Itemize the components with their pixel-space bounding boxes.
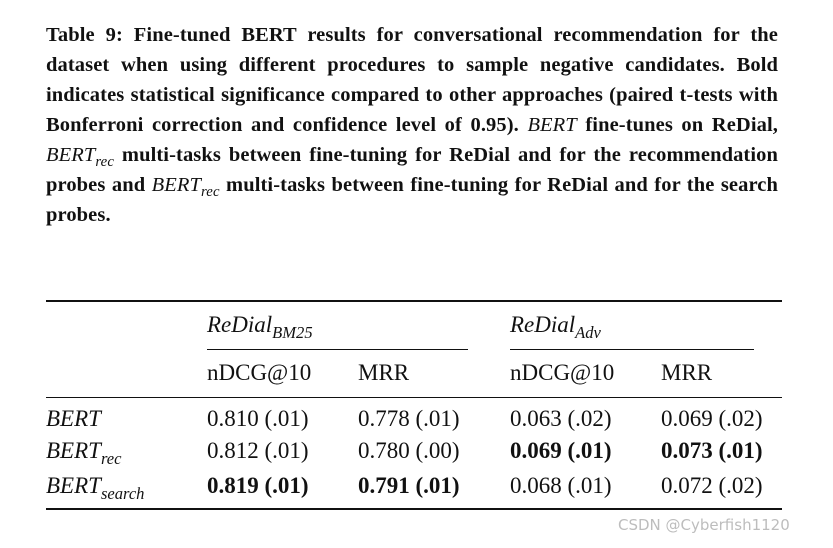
table-cell-bold: 0.073 (.01) <box>661 438 763 463</box>
table-cell: 0.780 (.00) <box>358 438 460 463</box>
table-cell: 0.063 (.02) <box>510 406 612 431</box>
table-cell-bold: 0.819 (.01) <box>207 473 309 498</box>
caption-bert-rec-2: $BERT_{rec}$ <box>151 174 220 201</box>
col-header-ndcg-bm25: nDCG@10 <box>207 360 312 385</box>
table-top-rule <box>46 300 782 302</box>
group-header-redial-adv: ReDial$_{Adv}$ <box>510 312 601 342</box>
row-label-bert-rec: $BERT_{rec}$ <box>46 438 122 468</box>
caption-text-2: fine-tunes on ReDial, <box>585 114 778 136</box>
group-header-redial-bm25: ReDial$_{BM25}$ <box>207 312 313 342</box>
table-mid-rule <box>46 397 782 398</box>
table-bottom-rule <box>46 508 782 510</box>
table-cell: 0.069 (.02) <box>661 406 763 431</box>
col-header-mrr-adv: MRR <box>661 360 713 385</box>
col-header-mrr-bm25: MRR <box>358 360 410 385</box>
table-cell-bold: 0.791 (.01) <box>358 473 460 498</box>
row-label-bert: BERT <box>46 406 101 431</box>
table-cell-bold: 0.069 (.01) <box>510 438 612 463</box>
table-cell: 0.778 (.01) <box>358 406 460 431</box>
group1-underline <box>207 349 468 350</box>
group2-underline <box>510 349 754 350</box>
caption-bert-rec: $BERT_{rec}$ <box>46 144 114 171</box>
watermark: CSDN @Cyberfish1120 <box>618 516 790 534</box>
table-cell: 0.812 (.01) <box>207 438 309 463</box>
table-cell: 0.068 (.01) <box>510 473 612 498</box>
caption-text-1: Table 9: Fine-tuned BERT results for conversational recommendation for the dataset when using different procedures to sample negative candidates. Bold indicates statistical significance compared to other approaches (paired t-tests with Bonferroni correction and confidence level of 0.95). <box>46 24 778 136</box>
caption-bert: BERT <box>527 114 577 136</box>
caption-text-3: multi-tasks between fine-tuning for ReDial and for the recommendation probes and <box>46 144 778 196</box>
table-cell: 0.810 (.01) <box>207 406 309 431</box>
row-label-bert-search: $BERT_{search}$ <box>46 473 145 503</box>
col-header-ndcg-adv: nDCG@10 <box>510 360 615 385</box>
table-cell: 0.072 (.02) <box>661 473 763 498</box>
caption-text-4: multi-tasks between fine-tuning for ReDial and for the search probes. <box>46 174 778 226</box>
table-caption <box>46 20 778 230</box>
